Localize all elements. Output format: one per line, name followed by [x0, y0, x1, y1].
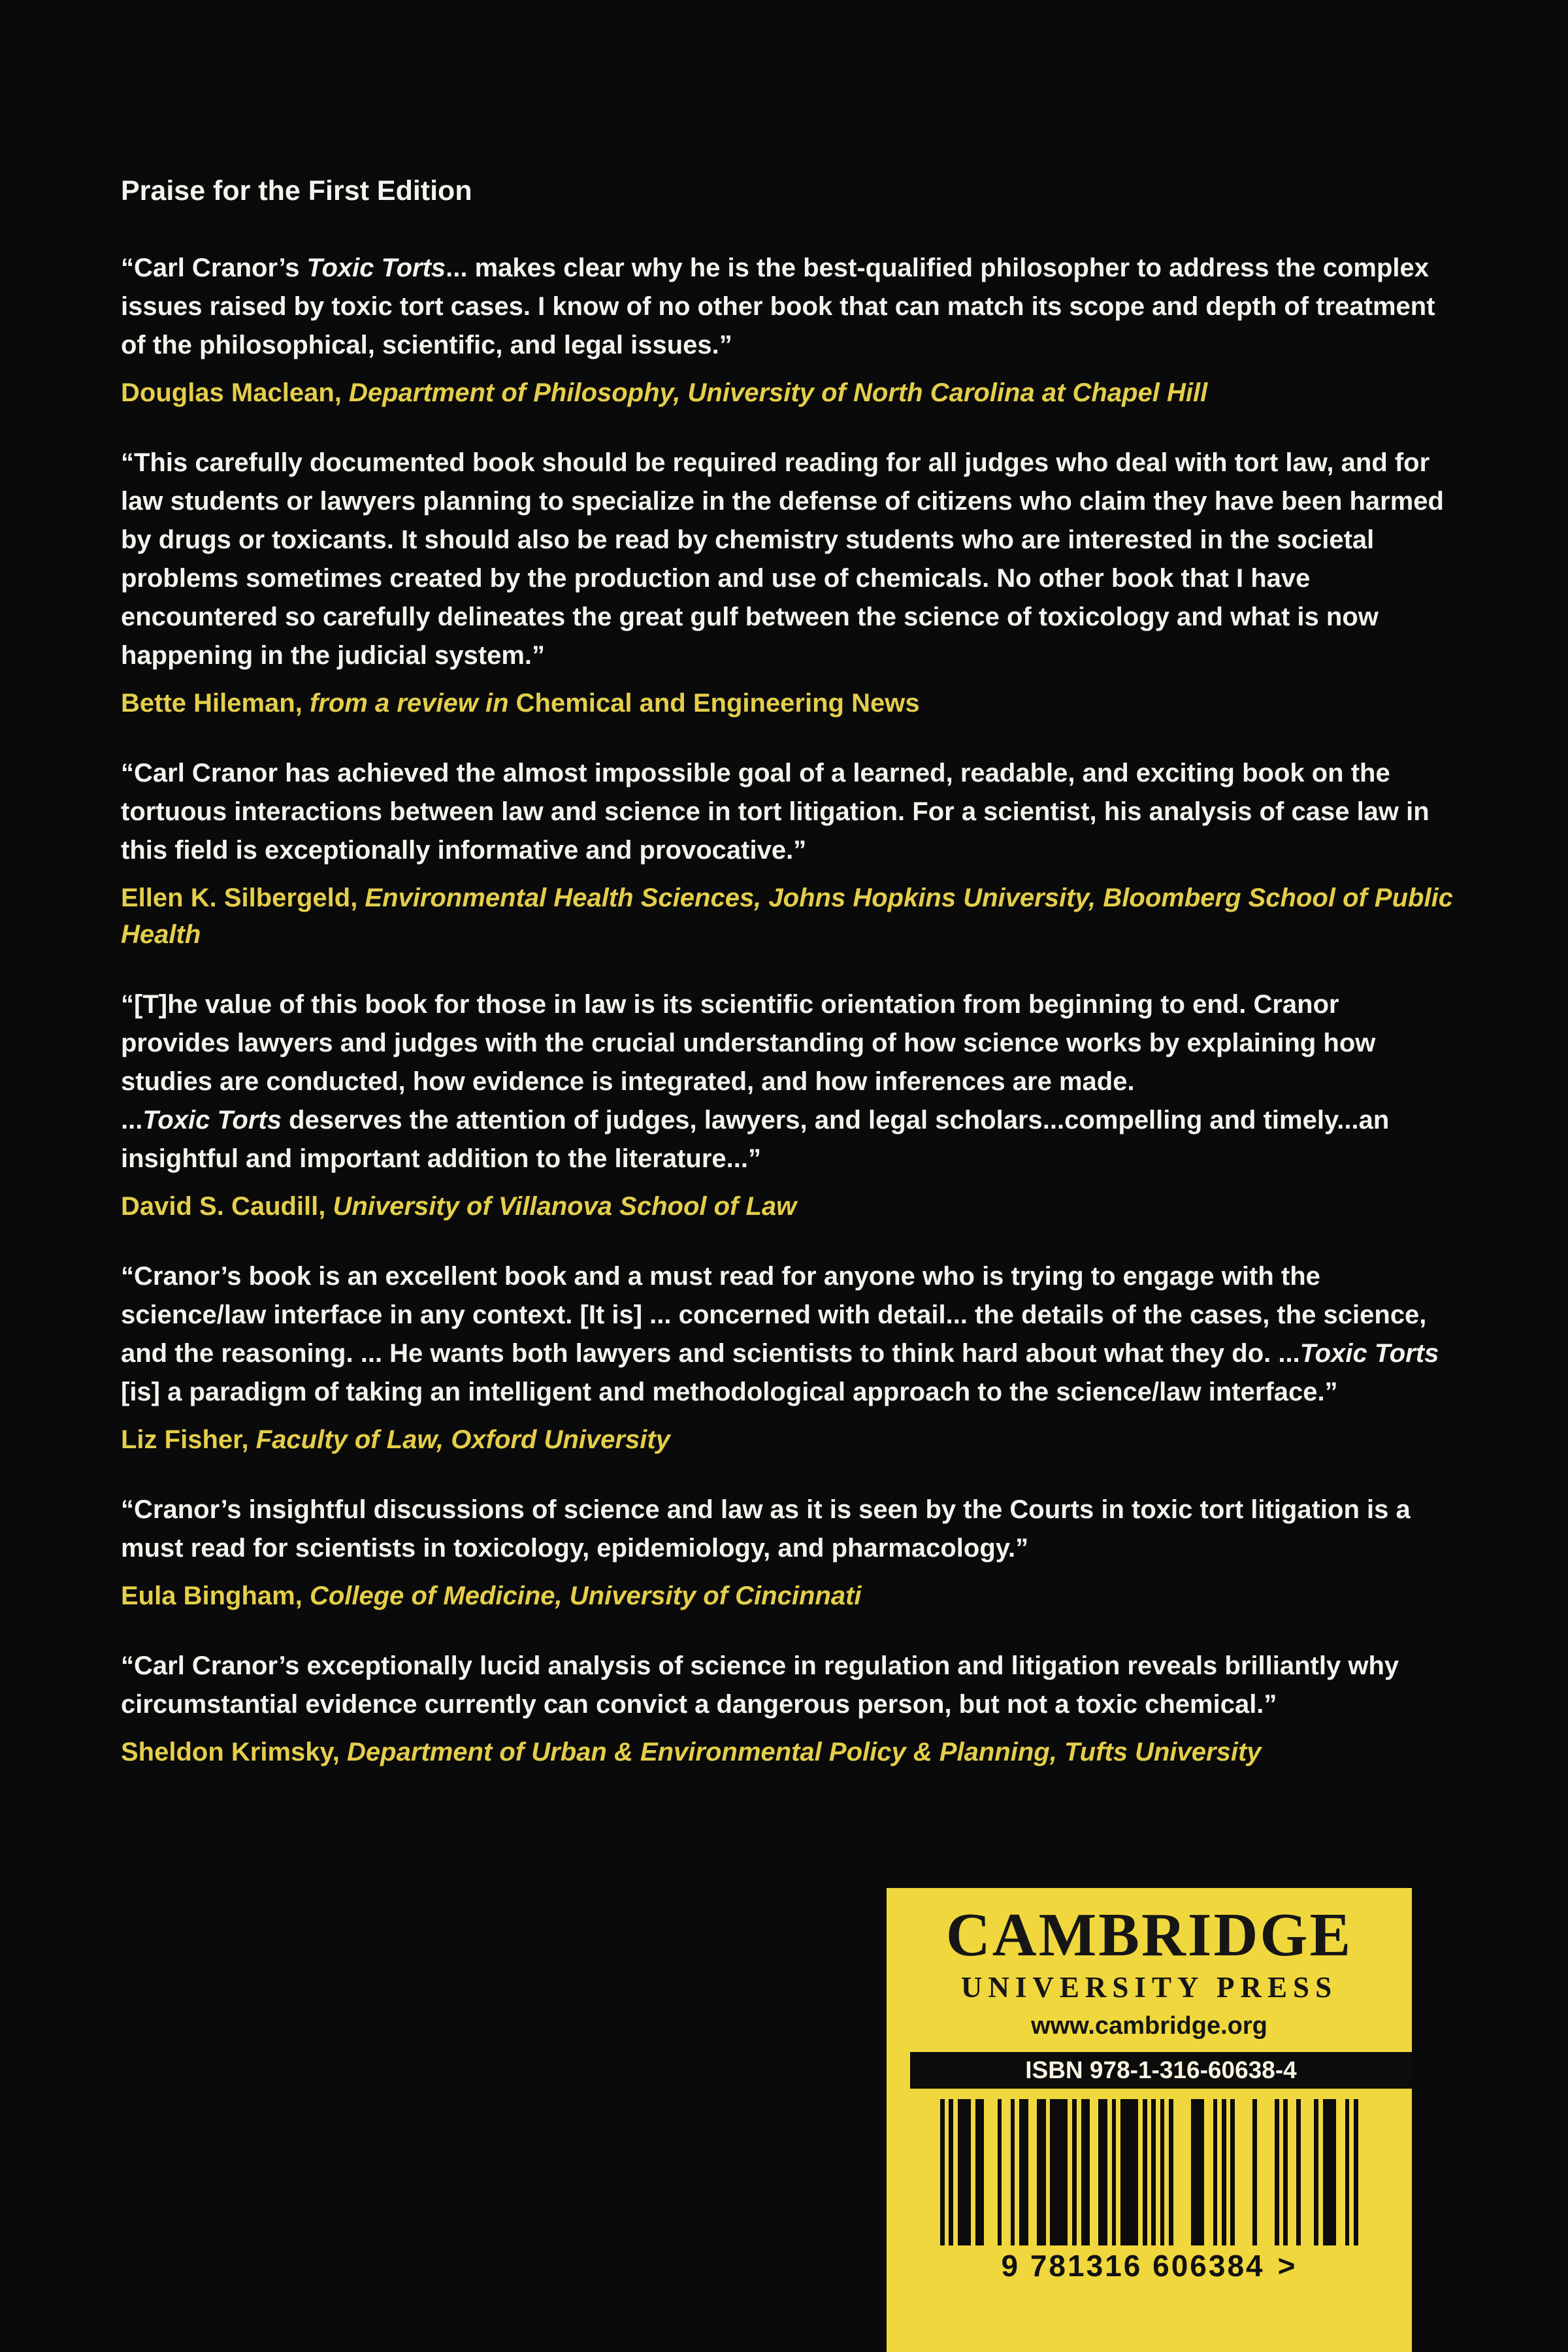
quote-text: [121, 754, 1454, 870]
quote-text-segment: [is] a paradigm of taking an intelligent and methodological approach to the science/law interface.”: [121, 1378, 1338, 1406]
barcode-bar: [1314, 2099, 1318, 2245]
barcode-space: [1116, 2099, 1120, 2245]
barcode-bar: [1323, 2099, 1328, 2245]
barcode-space: [1028, 2099, 1033, 2245]
quote-paragraphs: [121, 444, 1454, 675]
quote-text: [121, 1257, 1454, 1412]
quote-text-segment: Toxic Torts: [142, 1106, 282, 1135]
quote-attribution: [121, 1188, 1454, 1225]
attribution-name: Sheldon Krimsky,: [121, 1738, 348, 1766]
attribution-name: Douglas Maclean,: [121, 378, 349, 407]
quote-text-segment: Toxic Torts: [306, 254, 446, 282]
barcode-bar: [1059, 2099, 1064, 2245]
barcode-space: [1279, 2099, 1284, 2245]
barcode-space: [1248, 2099, 1252, 2245]
barcode-space: [1090, 2099, 1094, 2245]
barcode-bar: [1143, 2099, 1147, 2245]
quote-block: [121, 444, 1454, 721]
quote-text-segment: ... makes clear why he is the best-qualified philosopher to address the complex issues raised by toxic tort cases. I know of no other book that can match its scope and depth of treatment of the philosophical, scientific, and legal issues.”: [121, 254, 1435, 359]
barcode-space: [1226, 2099, 1231, 2245]
quote-paragraphs: [121, 1647, 1454, 1724]
quote-attribution: [121, 1421, 1454, 1458]
barcode-space: [1147, 2099, 1152, 2245]
quote-text: [121, 249, 1454, 365]
praise-content: [121, 175, 1454, 1803]
barcode-space: [1178, 2099, 1183, 2245]
quote-text-segment: Toxic Torts: [1299, 1339, 1439, 1368]
barcode-bar: [1112, 2099, 1117, 2245]
barcode-bar: [1037, 2099, 1041, 2245]
attribution-affiliation: Chemical and Engineering News: [515, 689, 920, 718]
barcode-space: [1186, 2099, 1191, 2245]
barcode-bar: [1230, 2099, 1235, 2245]
attribution-name: Liz Fisher,: [121, 1425, 256, 1454]
barcode-bar: [1328, 2099, 1332, 2245]
barcode-space: [1292, 2099, 1297, 2245]
barcode-bar: [1200, 2099, 1204, 2245]
barcode-bar: [1275, 2099, 1279, 2245]
barcode-bar: [1130, 2099, 1134, 2245]
publisher-website: www.cambridge.org: [1031, 2012, 1267, 2040]
quote-attribution: [121, 1578, 1454, 1614]
quote-text-segment: “Carl Cranor’s exceptionally lucid analysis of science in regulation and litigation reveals brilliantly why circumstantial evidence currently can convict a dangerous person, but not a toxic chemical.”: [121, 1651, 1399, 1719]
quote-attribution: [121, 685, 1454, 721]
quote-text-segment: ...: [121, 1106, 143, 1135]
barcode-space: [1235, 2099, 1239, 2245]
quote-text: [121, 1101, 1454, 1178]
barcode-bar: [1345, 2099, 1350, 2245]
page-title: Praise for the First Edition: [121, 175, 472, 207]
quotes-list: [121, 249, 1454, 1770]
attribution-affiliation: College of Medicine, University of Cincinnati: [309, 1582, 862, 1610]
barcode-bar: [1050, 2099, 1054, 2245]
barcode-bar: [1354, 2099, 1358, 2245]
barcode-space: [1068, 2099, 1072, 2245]
barcode-bar: [1081, 2099, 1086, 2245]
barcode-bar: [1160, 2099, 1165, 2245]
barcode-bar: [980, 2099, 985, 2245]
barcode-bar: [1011, 2099, 1015, 2245]
barcode-bar: [1296, 2099, 1301, 2245]
barcode-bar: [1331, 2099, 1336, 2245]
barcode-space: [953, 2099, 958, 2245]
barcode-space: [1318, 2099, 1323, 2245]
quote-text: [121, 986, 1454, 1101]
barcode-space: [1015, 2099, 1019, 2245]
quote-text-segment: “Carl Cranor has achieved the almost impossible goal of a learned, readable, and exciting book on the tortuous interactions between law and science in tort litigation. For a scientist, his analysis of case law in this field is exceptionally informative and provocative.”: [121, 759, 1429, 865]
barcode-space: [1336, 2099, 1341, 2245]
barcode-space: [1002, 2099, 1006, 2245]
barcode-space: [1107, 2099, 1112, 2245]
barcode-bar: [1252, 2099, 1257, 2245]
barcode-space: [1310, 2099, 1315, 2245]
barcode-number: 9 781316 606384: [1001, 2248, 1265, 2283]
barcode-space: [1209, 2099, 1213, 2245]
barcode-space: [1266, 2099, 1270, 2245]
barcode-space: [1305, 2099, 1310, 2245]
barcode-space: [1077, 2099, 1081, 2245]
quote-attribution: [121, 1734, 1454, 1770]
quote-text-segment: “[T]he value of this book for those in law is its scientific orientation from beginning to end. Cranor provides lawyers and judges with the crucial understanding of how science works by explaining how studies are conducted, how evidence is integrated, and how inferences are made.: [121, 990, 1376, 1096]
quote-text: [121, 1491, 1454, 1568]
attribution-affiliation: from a review in: [309, 689, 516, 718]
barcode-bar: [958, 2099, 962, 2245]
barcode-space: [1270, 2099, 1275, 2245]
barcode: [940, 2099, 1358, 2245]
barcode-space: [945, 2099, 949, 2245]
quote-attribution: [121, 374, 1454, 411]
barcode-bar: [1024, 2099, 1028, 2245]
barcode-space: [1182, 2099, 1186, 2245]
barcode-bar: [1019, 2099, 1024, 2245]
barcode-bar: [1196, 2099, 1200, 2245]
quote-paragraphs: [121, 1491, 1454, 1568]
quote-attribution: [121, 880, 1454, 953]
barcode-space: [1244, 2099, 1249, 2245]
barcode-space: [984, 2099, 988, 2245]
barcode-bar: [1072, 2099, 1077, 2245]
barcode-bar: [998, 2099, 1002, 2245]
barcode-space: [988, 2099, 993, 2245]
barcode-bar: [1120, 2099, 1125, 2245]
barcode-bar: [1125, 2099, 1130, 2245]
attribution-affiliation: University of Villanova School of Law: [333, 1192, 797, 1221]
quote-block: [121, 249, 1454, 411]
publisher-box: [887, 1888, 1412, 2352]
barcode-digits: [1001, 2248, 1297, 2283]
attribution-affiliation: Department of Philosophy, University of North Carolina at Chapel Hill: [348, 378, 1208, 407]
barcode-space: [1257, 2099, 1262, 2245]
barcode-bar: [1085, 2099, 1090, 2245]
quote-paragraphs: [121, 249, 1454, 365]
barcode-space: [1138, 2099, 1143, 2245]
barcode-bar: [1213, 2099, 1218, 2245]
quote-text: [121, 444, 1454, 675]
barcode-space: [1262, 2099, 1266, 2245]
barcode-bar: [1283, 2099, 1288, 2245]
barcode-bar: [1064, 2099, 1068, 2245]
quote-block: [121, 1257, 1454, 1458]
quote-paragraphs: [121, 986, 1454, 1178]
barcode-bar: [1222, 2099, 1226, 2245]
barcode-quiet-zone-indicator: >: [1277, 2248, 1298, 2283]
barcode-space: [1032, 2099, 1037, 2245]
quote-block: [121, 1647, 1454, 1770]
barcode-bar: [962, 2099, 967, 2245]
barcode-space: [1288, 2099, 1292, 2245]
publisher-subname: UNIVERSITY PRESS: [960, 1970, 1338, 2004]
attribution-affiliation: Faculty of Law, Oxford University: [255, 1425, 670, 1454]
attribution-name: Bette Hileman,: [121, 689, 310, 718]
barcode-bar: [1191, 2099, 1196, 2245]
barcode-space: [1094, 2099, 1099, 2245]
barcode-space: [993, 2099, 998, 2245]
quote-text-segment: deserves the attention of judges, lawyers, and legal scholars...compelling and timely...an insightful and important addition to the literature...”: [121, 1106, 1390, 1173]
barcode-bar: [1041, 2099, 1046, 2245]
barcode-space: [1349, 2099, 1354, 2245]
quote-text: [121, 1647, 1454, 1724]
barcode-bar: [1054, 2099, 1059, 2245]
barcode-space: [1204, 2099, 1209, 2245]
attribution-name: David S. Caudill,: [121, 1192, 333, 1221]
attribution-name: Ellen K. Silbergeld,: [121, 884, 365, 912]
quote-text-segment: “Carl Cranor’s: [121, 254, 307, 282]
barcode-space: [1239, 2099, 1244, 2245]
attribution-name: Eula Bingham,: [121, 1582, 310, 1610]
barcode-space: [1046, 2099, 1051, 2245]
quote-text-segment: “This carefully documented book should be required reading for all judges who deal with tort law, and for law students or lawyers planning to specialize in the defense of citizens who claim they have been harmed by drugs or toxicants. It should also be read by chemistry students who are interested in the societal problems sometimes created by the production and use of chemicals. No other book that I have encountered so carefully delineates the great gulf between the science of toxicology and what is now happening in the judicial system.”: [121, 448, 1444, 670]
quote-text-segment: “Cranor’s book is an excellent book and a must read for anyone who is trying to engage with the science/law interface in any context. [It is] ... concerned with detail... the details of the cases, the science, and the reasoning. ... He wants both lawyers and scientists to think hard about what they do. ...: [121, 1262, 1427, 1368]
barcode-space: [1006, 2099, 1011, 2245]
barcode-space: [1341, 2099, 1345, 2245]
barcode-bar: [1098, 2099, 1103, 2245]
barcode-bar: [1103, 2099, 1107, 2245]
quote-block: [121, 986, 1454, 1225]
barcode-space: [1173, 2099, 1178, 2245]
barcode-bar: [975, 2099, 980, 2245]
quote-paragraphs: [121, 754, 1454, 870]
barcode-space: [1301, 2099, 1305, 2245]
barcode-space: [1156, 2099, 1160, 2245]
attribution-affiliation: Department of Urban & Environmental Policy & Planning, Tufts University: [347, 1738, 1262, 1766]
quote-block: [121, 754, 1454, 953]
barcode-bar: [940, 2099, 945, 2245]
quote-paragraphs: [121, 1257, 1454, 1412]
barcode-bar: [1169, 2099, 1173, 2245]
attribution-affiliation: Environmental Health Sciences, Johns Hopkins University, Bloomberg School of Public Health: [121, 884, 1453, 949]
quote-block: [121, 1491, 1454, 1614]
publisher-name: CAMBRIDGE: [945, 1901, 1353, 1969]
isbn-label: ISBN 978-1-316-60638-4: [910, 2052, 1412, 2089]
barcode-bar: [1134, 2099, 1138, 2245]
barcode-space: [1217, 2099, 1222, 2245]
quote-text-segment: “Cranor’s insightful discussions of science and law as it is seen by the Courts in toxic tort litigation is a must read for scientists in toxicology, epidemiology, and pharmacology.”: [121, 1495, 1411, 1563]
barcode-bar: [1151, 2099, 1156, 2245]
barcode-bar: [949, 2099, 953, 2245]
barcode-bar: [966, 2099, 971, 2245]
barcode-space: [971, 2099, 975, 2245]
barcode-space: [1164, 2099, 1169, 2245]
